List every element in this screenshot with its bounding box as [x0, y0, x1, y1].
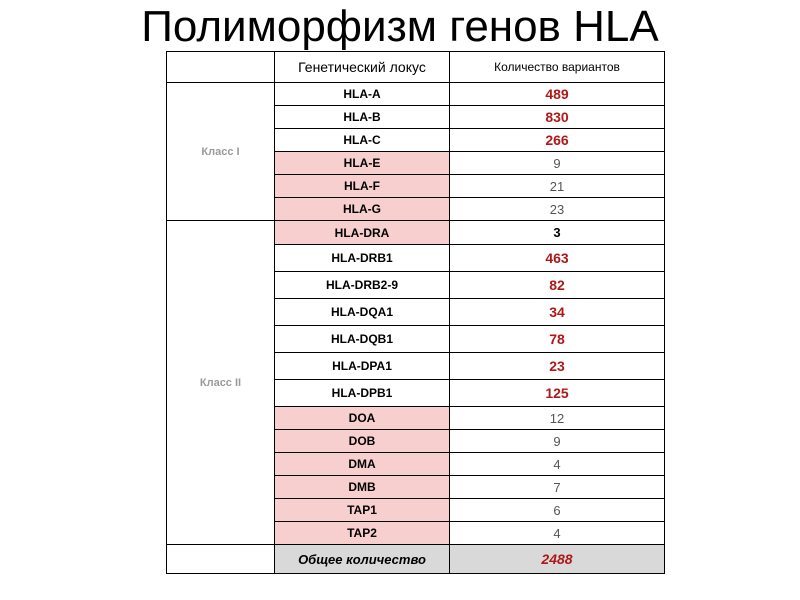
count-cell: 7	[450, 476, 665, 499]
hla-polymorphism-table	[166, 51, 665, 574]
count-cell: 23	[450, 198, 665, 221]
count-cell: 21	[450, 175, 665, 198]
locus-cell: DMA	[275, 453, 450, 476]
locus-cell: HLA-DPB1	[275, 380, 450, 407]
count-cell: 12	[450, 407, 665, 430]
count-cell: 266	[450, 129, 665, 152]
count-cell: 9	[450, 152, 665, 175]
header-count: Количество вариантов	[450, 52, 665, 83]
table-row	[167, 83, 665, 106]
count-cell: 463	[450, 245, 665, 272]
count-cell: 4	[450, 453, 665, 476]
count-cell: 6	[450, 499, 665, 522]
total-label: Общее количество	[275, 545, 450, 574]
locus-cell: TAP1	[275, 499, 450, 522]
locus-cell: HLA-DQB1	[275, 326, 450, 353]
count-cell: 4	[450, 522, 665, 545]
count-cell: 82	[450, 272, 665, 299]
class-2-label: Класс II	[167, 221, 275, 545]
header-locus: Генетический локус	[275, 52, 450, 83]
header-empty-cell	[167, 52, 275, 83]
locus-cell: HLA-E	[275, 152, 450, 175]
locus-cell: HLA-B	[275, 106, 450, 129]
locus-cell: HLA-C	[275, 129, 450, 152]
locus-cell: HLA-A	[275, 83, 450, 106]
count-cell: 489	[450, 83, 665, 106]
locus-cell: DOB	[275, 430, 450, 453]
locus-cell: DMB	[275, 476, 450, 499]
locus-cell: HLA-G	[275, 198, 450, 221]
locus-cell: HLA-F	[275, 175, 450, 198]
count-cell: 3	[450, 221, 665, 245]
total-empty-cell	[167, 545, 275, 574]
count-cell: 830	[450, 106, 665, 129]
locus-cell: HLA-DRB2-9	[275, 272, 450, 299]
table-header-row	[167, 52, 665, 83]
locus-cell: TAP2	[275, 522, 450, 545]
count-cell: 23	[450, 353, 665, 380]
slide-title: Полиморфизм генов HLA	[141, 2, 659, 51]
locus-cell: HLA-DQA1	[275, 299, 450, 326]
locus-cell: HLA-DPA1	[275, 353, 450, 380]
total-row	[167, 545, 665, 574]
locus-cell: HLA-DRB1	[275, 245, 450, 272]
count-cell: 78	[450, 326, 665, 353]
locus-cell: HLA-DRA	[275, 221, 450, 245]
count-cell: 9	[450, 430, 665, 453]
locus-cell: DOA	[275, 407, 450, 430]
count-cell: 125	[450, 380, 665, 407]
count-cell: 34	[450, 299, 665, 326]
total-value: 2488	[450, 545, 665, 574]
table-row	[167, 221, 665, 245]
class-1-label: Класс I	[167, 83, 275, 221]
